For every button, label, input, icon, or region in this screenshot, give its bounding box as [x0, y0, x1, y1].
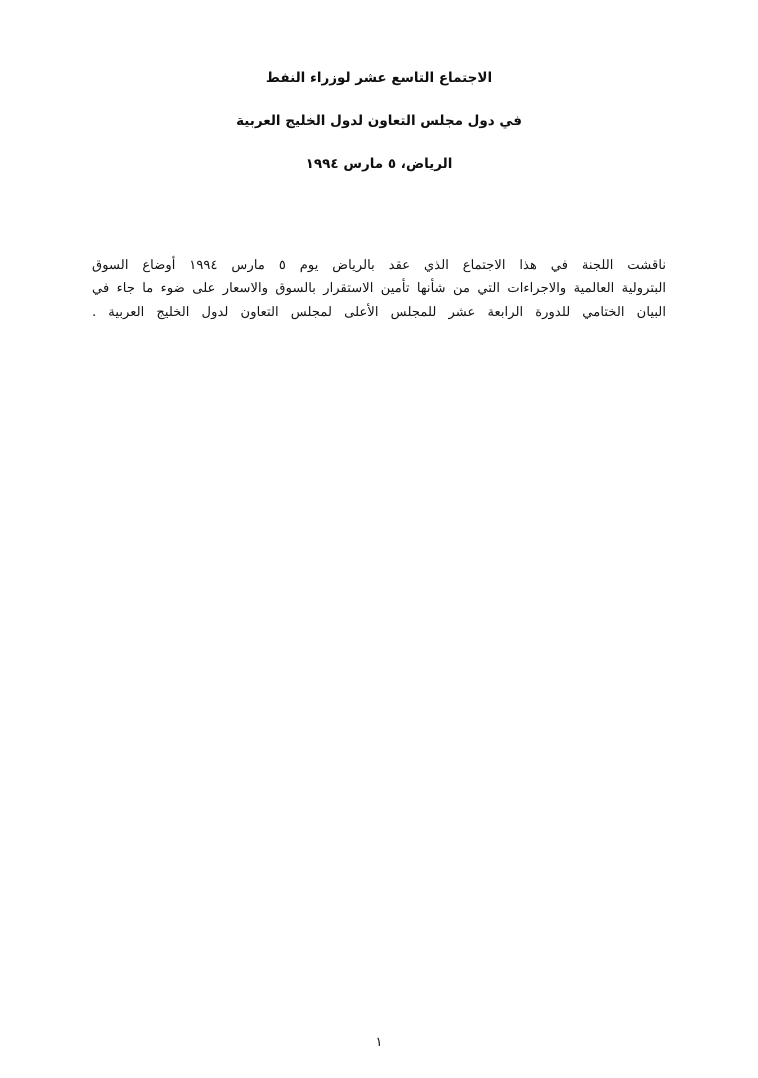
body-paragraph	[92, 254, 666, 325]
page-number: ١	[375, 1035, 383, 1050]
paragraph-line-1: ناقشت اللجنة في هذا الاجتماع الذي عقد بالرياض يوم ٥ مارس ١٩٩٤ أوضاع السوق	[92, 257, 667, 273]
paragraph-line-2: البترولية العالمية والاجراءات التي من شأنها تأمين الاستقرار بالسوق والاسعار على ضوء ما جاء في	[92, 281, 666, 296]
heading-line-1: الاجتماع التاسع عشر لوزراء النفط	[265, 70, 493, 86]
heading-line-3: الرياض، ٥ مارس ١٩٩٤	[305, 156, 453, 172]
paragraph-line-3: البيان الختامي للدورة الرابعة عشر للمجلس الأعلى لمجلس التعاون لدول الخليج العربية .	[92, 304, 666, 320]
heading-line-2: في دول مجلس التعاون لدول الخليج العربية	[236, 112, 522, 129]
body-paragraph-block	[92, 254, 666, 325]
document-heading	[92, 72, 666, 172]
